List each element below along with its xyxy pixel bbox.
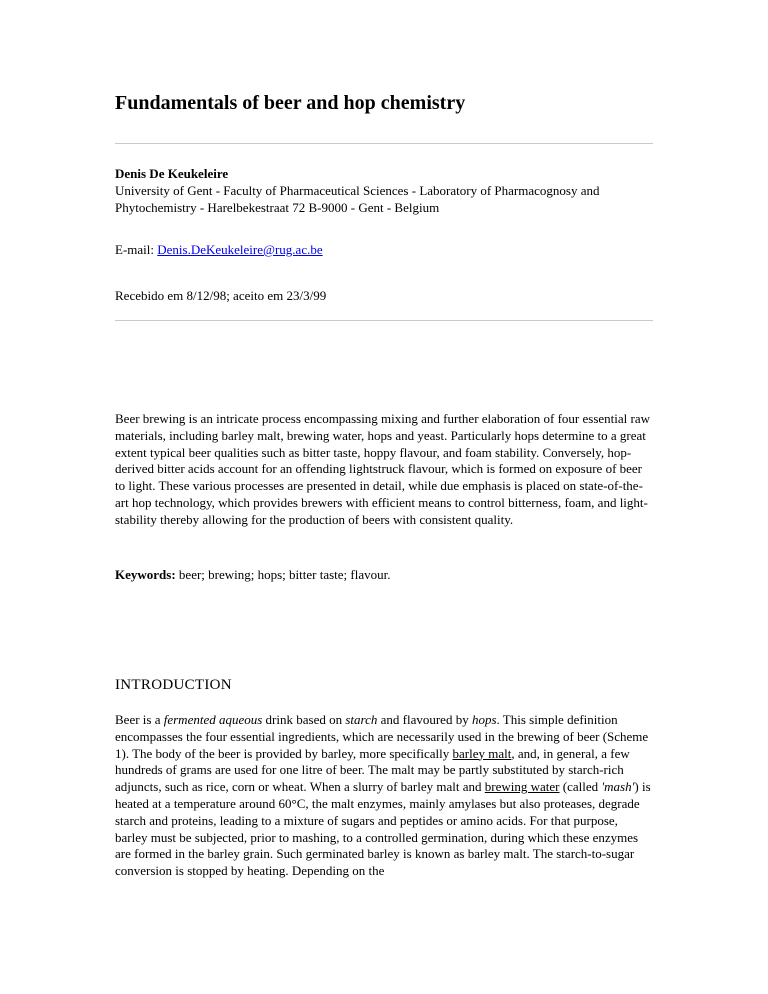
abstract-top-divider [115, 320, 653, 321]
section-heading-introduction: INTRODUCTION [115, 677, 232, 693]
keywords-text: beer; brewing; hops; bitter taste; flavour. [175, 567, 391, 582]
email-label: E-mail: [115, 242, 158, 257]
abstract-text: Beer brewing is an intricate process encompassing mixing and further elaboration of four essential raw materials, including barley malt, brewing water, hops and yeast. Particularly hops determine to a great extent typical beer qualities such as bitter taste, hoppy flavour, and foam stability. Conversely, hop-derived bitter acids account for an offending lightstruck flavour, which is formed on exposure of beer to light. These various processes are presented in detail, while due emphasis is placed on state-of-the-art hop technology, which provides brewers with efficient means to control bitterness, foam, and light-stability thereby allowing for the production of beers with consistent quality. [115, 411, 650, 527]
keywords-line [115, 567, 653, 584]
author-block [115, 166, 653, 216]
introduction-paragraph: Beer is a fermented aqueous drink based on starch and flavoured by hops. This simple definition encompasses the four essential ingredients, which are necessarily used in the brewing of beer (Scheme 1). The body of the beer is provided by barley, more specifically barley malt, and, in general, a few hundreds of grams are used for one litre of beer. The malt may be partly substituted by starch-rich adjuncts, such as rice, corn or wheat. When a slurry of barley malt and brewing water (called 'mash') is heated at a temperature around 60°C, the malt enzymes, mainly amylases but also proteases, degrade starch and proteins, leading to a mixture of sugars and peptides or amino acids. For that purpose, barley must be subjected, prior to mashing, to a controlled germination, during which these enzymes are formed in the barley grain. Such germinated barley is known as barley malt. The starch-to-sugar conversion is stopped by heating. Depending on the [115, 712, 651, 879]
email-line [115, 242, 653, 259]
author-name: Denis De Keukeleire [115, 166, 229, 181]
author-affiliation: University of Gent - Faculty of Pharmaceutical Sciences - Laboratory of Pharmacognosy and Phytochemistry - Harelbekestraat 72 B-9000 - Gent - Belgium [115, 182, 600, 215]
header-top-divider [115, 143, 653, 144]
paper-title: Fundamentals of beer and hop chemistry [115, 92, 466, 114]
keywords-label: Keywords: [115, 567, 176, 582]
email-link[interactable]: Denis.DeKeukeleire@rug.ac.be [157, 242, 323, 257]
received-accepted-dates: Recebido em 8/12/98; aceito em 23/3/99 [115, 288, 327, 303]
